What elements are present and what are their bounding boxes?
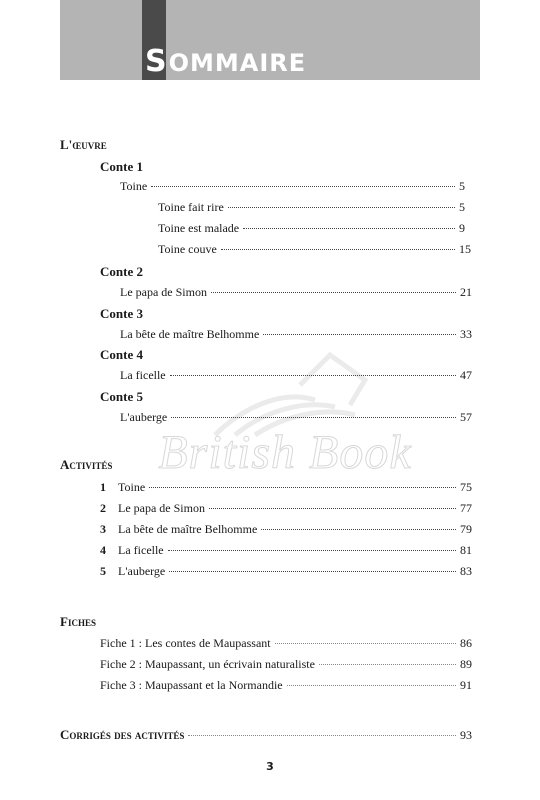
toc-entry-page: 21 <box>460 285 472 299</box>
toc-entry-page: 47 <box>460 368 472 382</box>
toc-entry-label: Fiche 2 : Maupassant, un écrivain naturaliste <box>100 657 315 671</box>
section-heading-activites: Activités <box>60 457 113 472</box>
toc-entry-label: La ficelle <box>120 368 166 382</box>
toc-entry-corriges[interactable] <box>60 727 472 743</box>
toc-entry-page: 5 <box>459 200 465 214</box>
leader-dots <box>261 529 456 530</box>
toc-entry-label: L'auberge <box>118 564 166 578</box>
leader-dots <box>168 550 456 551</box>
leader-dots <box>287 685 456 686</box>
toc-entry-label: La bête de maître Belhomme <box>120 327 260 341</box>
leader-dots <box>188 735 456 736</box>
toc-entry-label: Toine <box>120 179 148 193</box>
toc-entry[interactable] <box>120 410 472 426</box>
toc-entry-label: La bête de maître Belhomme <box>118 522 258 536</box>
leader-dots <box>171 417 456 418</box>
leader-dots <box>228 207 455 208</box>
conte-heading: Conte 4 <box>100 347 143 362</box>
toc-entry-page: 15 <box>459 242 471 256</box>
leader-dots <box>211 292 456 293</box>
activity-number: 5 <box>100 564 106 578</box>
page-title-rest: OMMAIRE <box>168 49 307 77</box>
leader-dots <box>169 571 456 572</box>
page-title <box>145 44 306 78</box>
conte-heading: Conte 1 <box>100 159 143 174</box>
toc-entry[interactable] <box>100 657 472 673</box>
toc-entry-page: 75 <box>460 480 472 494</box>
toc-entry-page: 89 <box>460 657 472 671</box>
toc-entry-label: Fiche 1 : Les contes de Maupassant <box>100 636 271 650</box>
toc-entry[interactable] <box>100 522 472 538</box>
toc-entry-label: La ficelle <box>118 543 164 557</box>
toc-entry-label: Le papa de Simon <box>120 285 207 299</box>
conte-heading: Conte 3 <box>100 306 143 321</box>
leader-dots <box>263 334 456 335</box>
leader-dots <box>221 249 455 250</box>
toc-entry-page: 9 <box>459 221 465 235</box>
activity-number: 4 <box>100 543 106 557</box>
toc-entry[interactable] <box>100 501 472 517</box>
toc-entry-page: 33 <box>460 327 472 341</box>
leader-dots <box>151 186 455 187</box>
toc-entry-page: 86 <box>460 636 472 650</box>
toc-entry-label: Toine est malade <box>158 221 240 235</box>
toc-entry-label: Toine fait rire <box>158 200 224 214</box>
activity-number: 1 <box>100 480 106 494</box>
toc-entry[interactable] <box>120 285 472 301</box>
page-number: 3 <box>266 760 274 773</box>
leader-dots <box>170 375 456 376</box>
toc-entry[interactable] <box>100 564 472 580</box>
toc-entry[interactable] <box>120 179 465 195</box>
leader-dots <box>243 228 455 229</box>
watermark-text: British Book <box>158 426 412 479</box>
toc-entry[interactable] <box>158 221 465 237</box>
toc-entry-page: 83 <box>460 564 472 578</box>
activity-number: 3 <box>100 522 106 536</box>
toc-entry[interactable] <box>100 678 472 694</box>
toc-entry[interactable] <box>100 480 472 496</box>
toc-entry[interactable] <box>100 543 472 559</box>
leader-dots <box>149 487 456 488</box>
section-heading-corriges: Corrigés des activités <box>60 727 185 742</box>
toc-entry[interactable] <box>120 327 472 343</box>
toc-entry-page: 57 <box>460 410 472 424</box>
toc-entry[interactable] <box>158 200 465 216</box>
toc-entry-page: 5 <box>459 179 465 193</box>
leader-dots <box>209 508 456 509</box>
toc-entry-page: 91 <box>460 678 472 692</box>
toc-entry[interactable] <box>158 242 471 258</box>
toc-entry-label: Toine couve <box>158 242 217 256</box>
toc-entry-page: 77 <box>460 501 472 515</box>
toc-entry[interactable] <box>120 368 472 384</box>
leader-dots <box>275 643 456 644</box>
toc-entry-page: 93 <box>460 728 472 742</box>
toc-entry-label: Le papa de Simon <box>118 501 205 515</box>
toc-entry-page: 81 <box>460 543 472 557</box>
toc-entry-label: Toine <box>118 480 146 494</box>
toc-entry[interactable] <box>100 636 472 652</box>
conte-heading: Conte 2 <box>100 264 143 279</box>
activity-number: 2 <box>100 501 106 515</box>
page-title-initial: S <box>145 44 168 79</box>
toc-entry-label: L'auberge <box>120 410 168 424</box>
leader-dots <box>319 664 456 665</box>
toc-entry-label: Fiche 3 : Maupassant et la Normandie <box>100 678 283 692</box>
section-heading-fiches: Fiches <box>60 614 96 629</box>
section-heading-oeuvre: L'œuvre <box>60 137 107 152</box>
toc-entry-page: 79 <box>460 522 472 536</box>
conte-heading: Conte 5 <box>100 389 143 404</box>
